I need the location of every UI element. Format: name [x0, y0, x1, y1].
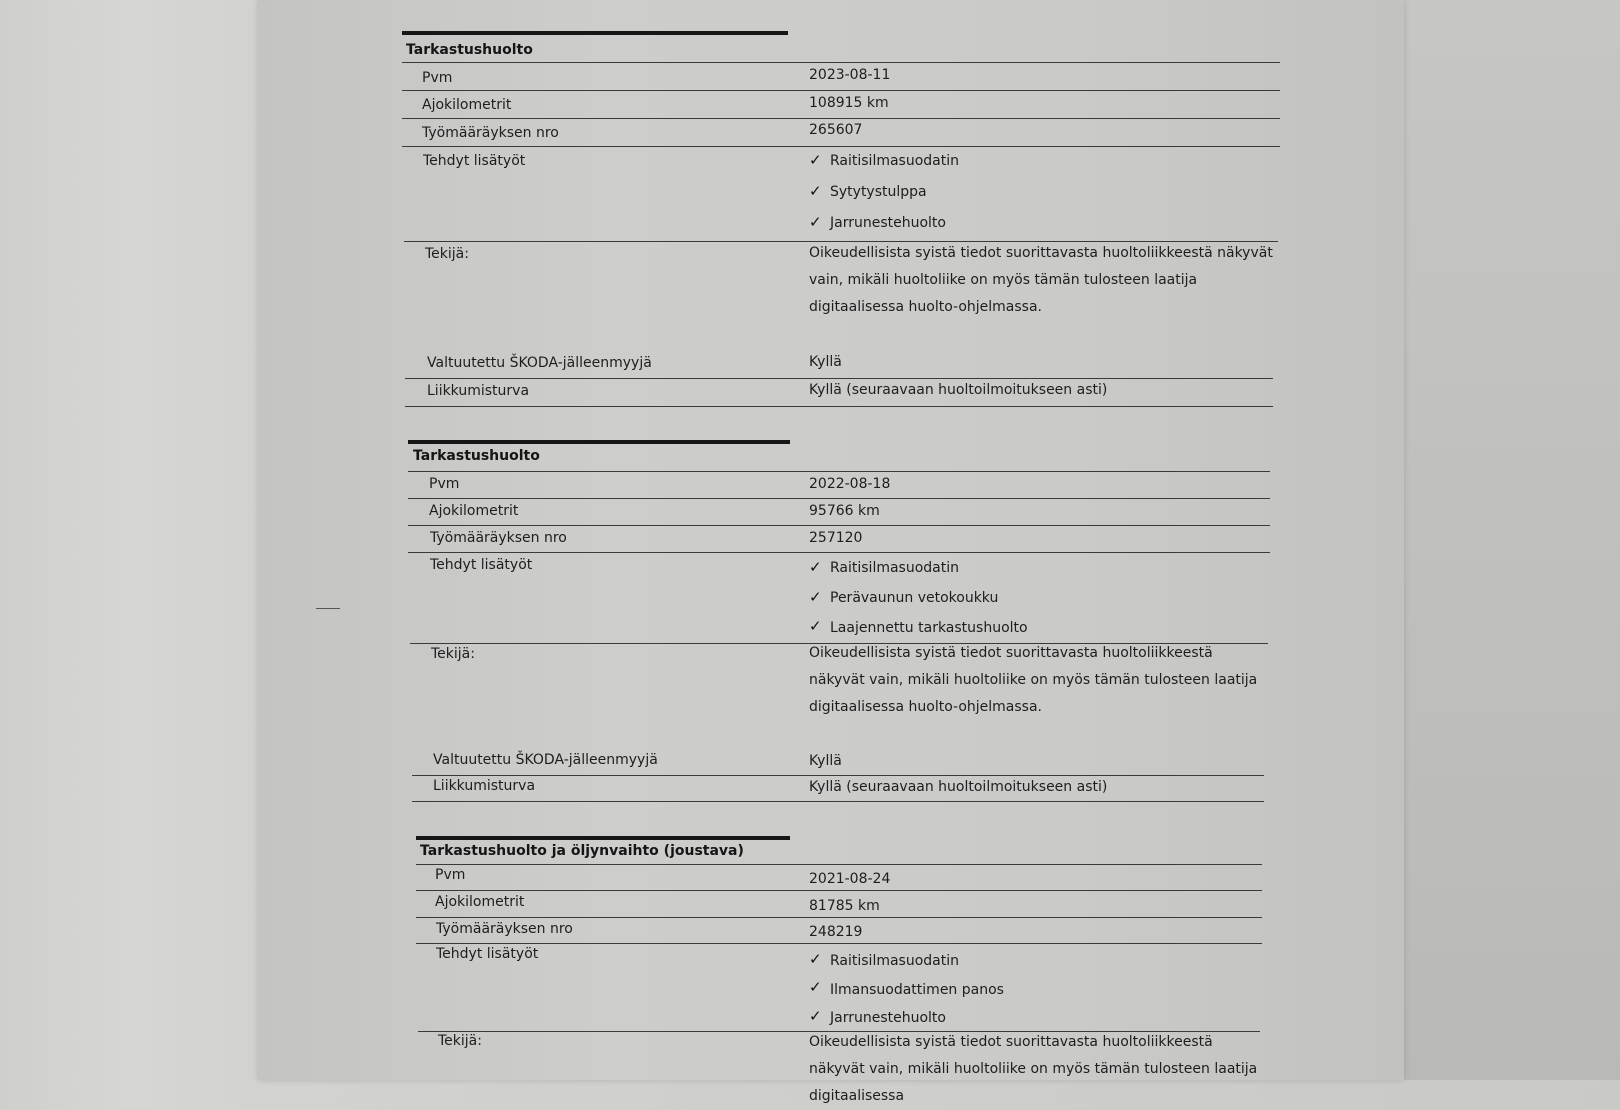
row-divider: [416, 890, 1262, 891]
check-icon: ✓: [809, 558, 822, 576]
mobility-value: Kyllä (seuraavaan huoltoilmoitukseen asti): [809, 382, 1108, 398]
check-icon: ✓: [809, 213, 822, 231]
date-label: Pvm: [422, 70, 453, 86]
mobility-label: Liikkumisturva: [427, 383, 530, 399]
margin-mark: [316, 608, 340, 609]
mileage-value: 81785 km: [809, 898, 880, 914]
row-divider: [408, 498, 1270, 499]
maker-notice: Oikeudellisista syistä tiedot suorittavasta huoltoliikkeestä näkyvät vain, mikäli huoltoliike on myös tämän tulosteen laatija digitaalisessa huolto-ohjelmassa.: [809, 645, 1258, 715]
date-value: 2022-08-18: [809, 476, 891, 492]
row-divider: [412, 775, 1264, 776]
check-icon: ✓: [809, 588, 822, 606]
extra-work-item: Jarrunestehuolto: [830, 215, 946, 231]
authorized-dealer-value: Kyllä: [809, 753, 842, 769]
row-divider: [402, 146, 1280, 147]
row-divider: [412, 801, 1264, 802]
order-number-value: 265607: [809, 122, 863, 138]
section-bar: [408, 440, 790, 444]
row-divider: [416, 917, 1262, 918]
maker-notice: Oikeudellisista syistä tiedot suorittavasta huoltoliikkeestä näkyvät vain, mikäli huoltoliike on myös tämän tulosteen laatija digitaalisessa: [809, 1034, 1258, 1104]
extra-work-label: Tehdyt lisätyöt: [423, 153, 526, 169]
extra-work-item: Raitisilmasuodatin: [830, 953, 960, 969]
section-title: Tarkastushuolto ja öljynvaihto (joustava): [420, 843, 744, 859]
section-title: Tarkastushuolto: [413, 448, 540, 464]
extra-work-label: Tehdyt lisätyöt: [436, 946, 539, 962]
check-icon: ✓: [809, 182, 822, 200]
mileage-value: 108915 km: [809, 95, 889, 111]
date-label: Pvm: [429, 476, 460, 492]
mileage-label: Ajokilometrit: [435, 894, 525, 910]
row-divider: [402, 118, 1280, 119]
mileage-label: Ajokilometrit: [429, 503, 519, 519]
order-number-label: Työmääräyksen nro: [422, 125, 559, 141]
extra-work-item: Sytytystulppa: [830, 184, 927, 200]
mobility-value: Kyllä (seuraavaan huoltoilmoitukseen asti): [809, 779, 1108, 795]
row-divider: [408, 471, 1270, 472]
order-number-label: Työmääräyksen nro: [436, 921, 573, 937]
mileage-label: Ajokilometrit: [422, 97, 512, 113]
row-divider: [405, 378, 1273, 379]
row-divider: [402, 90, 1280, 91]
maker-label: Tekijä:: [438, 1033, 482, 1049]
maker-label: Tekijä:: [431, 646, 475, 662]
row-divider: [416, 864, 1262, 865]
order-number-label: Työmääräyksen nro: [430, 530, 567, 546]
authorized-dealer-label: Valtuutettu ŠKODA-jälleenmyyjä: [427, 355, 652, 371]
extra-work-item: Jarrunestehuolto: [830, 1010, 946, 1026]
section-bar: [416, 836, 790, 840]
extra-work-label: Tehdyt lisätyöt: [430, 557, 533, 573]
extra-work-item: Perävaunun vetokoukku: [830, 590, 999, 606]
mobility-label: Liikkumisturva: [433, 778, 536, 794]
extra-work-item: Raitisilmasuodatin: [830, 560, 960, 576]
section-bar: [402, 31, 788, 35]
authorized-dealer-label: Valtuutettu ŠKODA-jälleenmyyjä: [433, 752, 658, 768]
row-divider: [402, 62, 1280, 63]
maker-label: Tekijä:: [425, 246, 469, 262]
extra-work-item: Raitisilmasuodatin: [830, 153, 960, 169]
backdrop: [1400, 0, 1620, 1080]
check-icon: ✓: [809, 950, 822, 968]
check-icon: ✓: [809, 617, 822, 635]
extra-work-item: Laajennettu tarkastushuolto: [830, 620, 1028, 636]
order-number-value: 257120: [809, 530, 863, 546]
row-divider: [405, 406, 1273, 407]
row-divider: [408, 525, 1270, 526]
date-value: 2021-08-24: [809, 871, 891, 887]
check-icon: ✓: [809, 978, 822, 996]
authorized-dealer-value: Kyllä: [809, 354, 842, 370]
row-divider: [408, 552, 1270, 553]
check-icon: ✓: [809, 151, 822, 169]
date-label: Pvm: [435, 867, 466, 883]
order-number-value: 248219: [809, 924, 863, 940]
section-title: Tarkastushuolto: [406, 42, 533, 58]
mileage-value: 95766 km: [809, 503, 880, 519]
check-icon: ✓: [809, 1007, 822, 1025]
extra-work-item: Ilmansuodattimen panos: [830, 982, 1004, 998]
date-value: 2023-08-11: [809, 67, 891, 83]
row-divider: [416, 943, 1262, 944]
maker-notice: Oikeudellisista syistä tiedot suorittavasta huoltoliikkeestä näkyvät vain, mikäli huoltoliike on myös tämän tulosteen laatija digitaalisessa huolto-ohjelmassa.: [809, 245, 1273, 315]
